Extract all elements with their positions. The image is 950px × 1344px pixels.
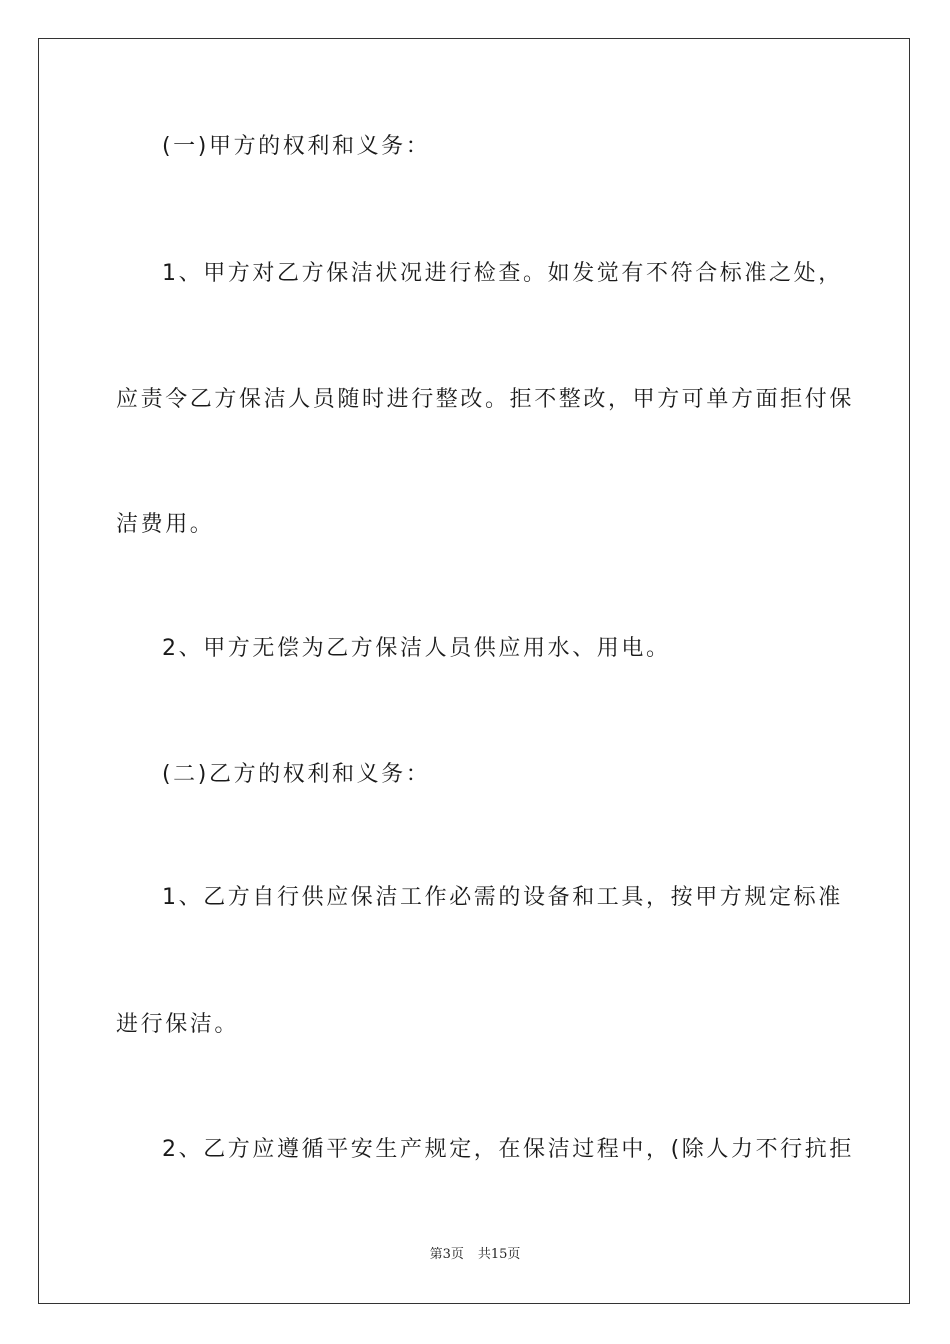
paragraph-line: 洁费用。 xyxy=(116,512,215,537)
page-footer xyxy=(0,1246,950,1264)
page-border xyxy=(38,38,910,1304)
section-heading-party-a: (一)甲方的权利和义务： xyxy=(162,134,431,159)
paragraph-line: 2、乙方应遵循平安生产规定，在保洁过程中，(除人力不行抗拒 xyxy=(162,1137,854,1162)
paragraph-line: 应责令乙方保洁人员随时进行整改。拒不整改，甲方可单方面拒付保 xyxy=(116,387,855,412)
paragraph-line: 进行保洁。 xyxy=(116,1012,240,1037)
page-number: 第3页 xyxy=(429,1247,464,1262)
paragraph-line: 1、乙方自行供应保洁工作必需的设备和工具，按甲方规定标准 xyxy=(162,885,843,910)
paragraph-line: 2、甲方无偿为乙方保洁人员供应用水、用电。 xyxy=(162,636,671,661)
paragraph-line: 1、甲方对乙方保洁状况进行检查。如发觉有不符合标准之处， xyxy=(162,261,843,286)
section-heading-party-b: (二)乙方的权利和义务： xyxy=(162,762,431,787)
page-total: 共15页 xyxy=(477,1247,521,1262)
